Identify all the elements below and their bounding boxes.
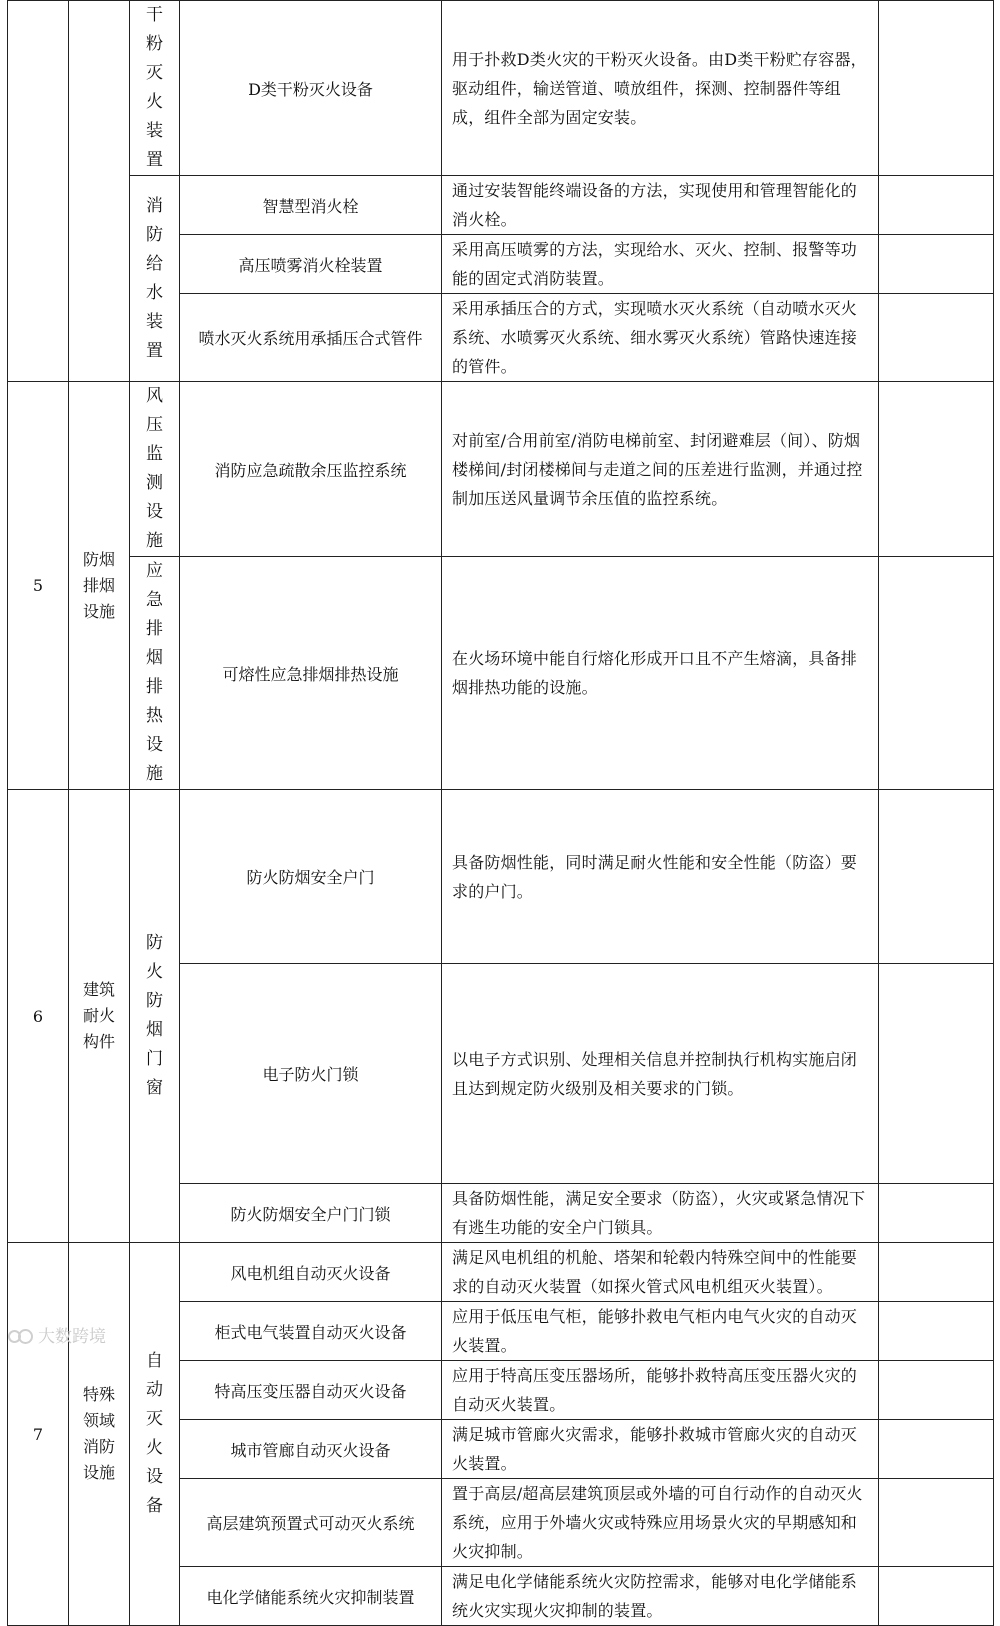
remark-cell	[879, 790, 994, 964]
remark-cell	[879, 1302, 994, 1361]
group-category-cell: 建筑 耐火 构件	[69, 790, 130, 1243]
equipment-description-cell: 通过安装智能终端设备的方法，实现使用和管理智能化的消火栓。	[442, 176, 879, 235]
equipment-name-cell: 可熔性应急排烟排热设施	[180, 557, 442, 790]
equipment-description-cell: 应用于特高压变压器场所，能够扑救特高压变压器火灾的自动灭火装置。	[442, 1361, 879, 1420]
equipment-name-cell: D类干粉灭火设备	[180, 1, 442, 176]
equipment-description-cell: 满足电化学储能系统火灾防控需求，能够对电化学储能系统火灾实现火灾抑制的装置。	[442, 1567, 879, 1626]
equipment-description-cell: 满足城市管廊火灾需求，能够扑救城市管廊火灾的自动灭火装置。	[442, 1420, 879, 1479]
equipment-name-cell: 防火防烟安全户门门锁	[180, 1184, 442, 1243]
equipment-name-cell: 特高压变压器自动灭火设备	[180, 1361, 442, 1420]
group-category-cell: 特殊 领域 消防 设施	[69, 1243, 130, 1626]
equipment-name-cell: 柜式电气装置自动灭火设备	[180, 1302, 442, 1361]
table-row	[8, 557, 994, 790]
table-row	[8, 1, 994, 176]
table-row	[8, 176, 994, 235]
equipment-name-cell: 喷水灭火系统用承插压合式管件	[180, 294, 442, 382]
equipment-name-cell: 电化学储能系统火灾抑制装置	[180, 1567, 442, 1626]
table-row	[8, 1243, 994, 1302]
table-row	[8, 790, 994, 964]
equipment-name-cell: 高层建筑预置式可动灭火系统	[180, 1479, 442, 1567]
fire-equipment-table	[7, 0, 994, 1626]
group-number-cell: 5	[8, 382, 69, 790]
subgroup-cell: 消 防 给 水 装 置	[130, 176, 180, 382]
equipment-name-cell: 消防应急疏散余压监控系统	[180, 382, 442, 557]
subgroup-cell: 防 火 防 烟 门 窗	[130, 790, 180, 1243]
watermark	[8, 1322, 106, 1347]
equipment-name-cell: 智慧型消火栓	[180, 176, 442, 235]
subgroup-cell: 自 动 灭 火 设 备	[130, 1243, 180, 1626]
equipment-description-cell: 满足风电机组的机舱、塔架和轮毂内特殊空间中的性能要求的自动灭火装置（如探火管式风电机组灭火装置）。	[442, 1243, 879, 1302]
group-number-cell	[8, 1, 69, 382]
group-number-cell: 7	[8, 1243, 69, 1626]
subgroup-cell: 风 压 监 测 设 施	[130, 382, 180, 557]
equipment-description-cell: 具备防烟性能，满足安全要求（防盗），火灾或紧急情况下有逃生功能的安全户门锁具。	[442, 1184, 879, 1243]
equipment-description-cell: 对前室/合用前室/消防电梯前室、封闭避难层（间）、防烟楼梯间/封闭楼梯间与走道之间的压差进行监测，并通过控制加压送风量调节余压值的监控系统。	[442, 382, 879, 557]
equipment-description-cell: 采用承插压合的方式，实现喷水灭火系统（自动喷水灭火系统、水喷雾灭火系统、细水雾灭火系统）管路快速连接的管件。	[442, 294, 879, 382]
equipment-description-cell: 以电子方式识别、处理相关信息并控制执行机构实施启闭且达到规定防火级别及相关要求的门锁。	[442, 964, 879, 1184]
equipment-name-cell: 城市管廊自动灭火设备	[180, 1420, 442, 1479]
watermark-text: 大数跨境	[38, 1327, 106, 1347]
equipment-name-cell: 高压喷雾消火栓装置	[180, 235, 442, 294]
equipment-description-cell: 在火场环境中能自行熔化形成开口且不产生熔滴，具备排烟排热功能的设施。	[442, 557, 879, 790]
equipment-name-cell: 防火防烟安全户门	[180, 790, 442, 964]
watermark-logo-icon	[8, 1326, 34, 1344]
equipment-name-cell: 电子防火门锁	[180, 964, 442, 1184]
remark-cell	[879, 382, 994, 557]
remark-cell	[879, 1243, 994, 1302]
remark-cell	[879, 964, 994, 1184]
table-row	[8, 382, 994, 557]
group-number-cell: 6	[8, 790, 69, 1243]
remark-cell	[879, 294, 994, 382]
equipment-description-cell: 采用高压喷雾的方法，实现给水、灭火、控制、报警等功能的固定式消防装置。	[442, 235, 879, 294]
remark-cell	[879, 1361, 994, 1420]
table-body	[8, 1, 994, 1626]
group-category-cell	[69, 1, 130, 382]
equipment-description-cell: 用于扑救D类火灾的干粉灭火设备。由D类干粉贮存容器，驱动组件，输送管道、喷放组件，探测、控制器件等组成，组件全部为固定安装。	[442, 1, 879, 176]
remark-cell	[879, 1, 994, 176]
subgroup-cell: 干 粉 灭 火 装 置	[130, 1, 180, 176]
remark-cell	[879, 235, 994, 294]
remark-cell	[879, 1420, 994, 1479]
remark-cell	[879, 1479, 994, 1567]
group-category-cell: 防烟 排烟 设施	[69, 382, 130, 790]
equipment-description-cell: 具备防烟性能，同时满足耐火性能和安全性能（防盗）要求的户门。	[442, 790, 879, 964]
subgroup-cell: 应 急 排 烟 排 热 设 施	[130, 557, 180, 790]
remark-cell	[879, 176, 994, 235]
remark-cell	[879, 1184, 994, 1243]
equipment-name-cell: 风电机组自动灭火设备	[180, 1243, 442, 1302]
remark-cell	[879, 1567, 994, 1626]
equipment-description-cell: 置于高层/超高层建筑顶层或外墙的可自行动作的自动灭火系统，应用于外墙火灾或特殊应用场景火灾的早期感知和火灾抑制。	[442, 1479, 879, 1567]
remark-cell	[879, 557, 994, 790]
equipment-description-cell: 应用于低压电气柜，能够扑救电气柜内电气火灾的自动灭火装置。	[442, 1302, 879, 1361]
